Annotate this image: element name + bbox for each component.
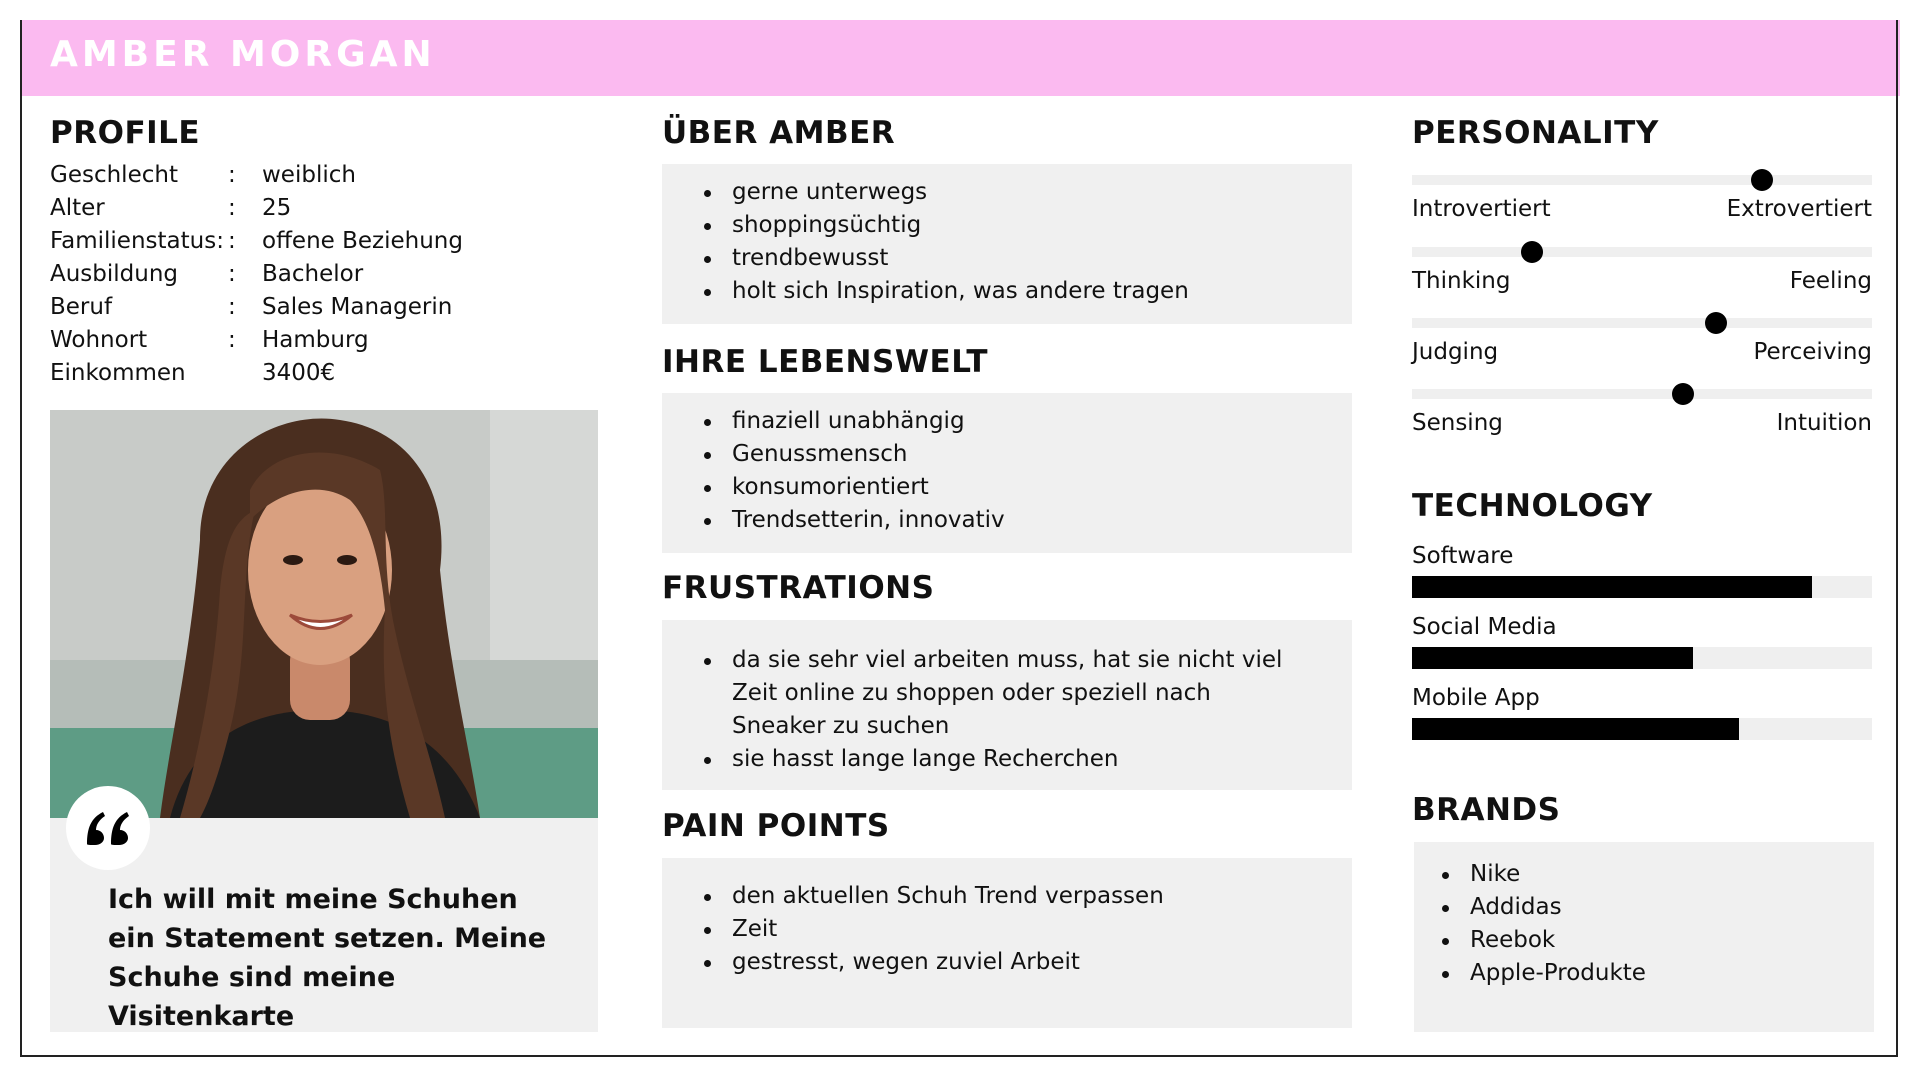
list-item: finaziell unabhängig	[690, 405, 1330, 438]
scale-right-label: Intuition	[1776, 410, 1872, 436]
profile-label: Einkommen	[50, 360, 186, 386]
list-item: Apple-Produkte	[1428, 957, 1848, 990]
list-item: Reebok	[1428, 924, 1848, 957]
personality-slider	[1412, 318, 1872, 328]
profile-separator: :	[228, 294, 236, 320]
tech-label: Software	[1412, 543, 1514, 569]
list-item: shoppingsüchtig	[690, 209, 1330, 242]
profile-label: Wohnort	[50, 327, 148, 353]
painpoints-box	[662, 858, 1352, 1028]
about-title: ÜBER AMBER	[662, 115, 896, 151]
personality-slider	[1412, 389, 1872, 399]
profile-row	[50, 228, 610, 261]
profile-separator: :	[228, 327, 236, 353]
list-item: Genussmensch	[690, 438, 1330, 471]
list-item: trendbewusst	[690, 242, 1330, 275]
profile-row	[50, 162, 610, 195]
profile-row	[50, 294, 610, 327]
profile-row	[50, 327, 610, 360]
slider-knob	[1705, 312, 1727, 334]
scale-right-label: Perceiving	[1753, 339, 1872, 365]
profile-separator: :	[228, 162, 236, 188]
profile-row	[50, 261, 610, 294]
tech-bar	[1412, 647, 1872, 669]
profile-value: Bachelor	[262, 261, 364, 287]
scale-right-label: Feeling	[1789, 268, 1872, 294]
brands-list	[1428, 858, 1848, 990]
tech-label: Mobile App	[1412, 685, 1540, 711]
profile-value: Sales Managerin	[262, 294, 453, 320]
profile-photo	[50, 410, 598, 818]
profile-value: 3400€	[262, 360, 336, 386]
scale-left-label: Thinking	[1412, 268, 1511, 294]
list-item: den aktuellen Schuh Trend verpassen	[690, 880, 1330, 913]
profile-value: 25	[262, 195, 292, 221]
list-item: Zeit	[690, 913, 1330, 946]
profile-title: PROFILE	[50, 115, 201, 151]
technology-title: TECHNOLOGY	[1412, 488, 1653, 524]
list-item: konsumorientiert	[690, 471, 1330, 504]
persona-quote: Ich will mit meine Schuhen ein Statement setzen. Meine Schuhe sind meine Visitenkarte	[108, 884, 547, 1032]
tech-bar	[1412, 576, 1872, 598]
scale-left-label: Judging	[1412, 339, 1499, 365]
slider-knob	[1521, 241, 1543, 263]
profile-label: Beruf	[50, 294, 113, 320]
lebenswelt-box	[662, 393, 1352, 553]
tech-label: Social Media	[1412, 614, 1557, 640]
profile-label: Geschlecht	[50, 162, 178, 188]
quote-marks-icon	[66, 786, 150, 870]
list-item: holt sich Inspiration, was andere tragen	[690, 275, 1330, 308]
profile-label: Ausbildung	[50, 261, 179, 287]
profile-row	[50, 195, 610, 228]
profile-separator: :	[228, 228, 236, 254]
frustrations-list	[690, 644, 1310, 776]
profile-label: Alter	[50, 195, 105, 221]
profile-value: Hamburg	[262, 327, 369, 353]
personality-title: PERSONALITY	[1412, 115, 1659, 151]
frustrations-title: FRUSTRATIONS	[662, 570, 935, 606]
list-item: gestresst, wegen zuviel Arbeit	[690, 946, 1330, 979]
profile-label: Familienstatus:	[50, 228, 224, 254]
painpoints-list	[690, 880, 1330, 979]
about-box	[662, 164, 1352, 324]
list-item: sie hasst lange lange Recherchen	[690, 743, 1310, 776]
profile-value: weiblich	[262, 162, 356, 188]
scale-left-label: Introvertiert	[1412, 196, 1551, 222]
tech-bar-fill	[1412, 576, 1812, 598]
list-item: Addidas	[1428, 891, 1848, 924]
portrait-illustration	[50, 410, 598, 818]
brands-box	[1414, 842, 1874, 1032]
list-item: da sie sehr viel arbeiten muss, hat sie nicht viel Zeit online zu shoppen oder speziell nach Sneaker zu suchen	[690, 644, 1310, 743]
lebenswelt-list	[690, 405, 1330, 537]
lebenswelt-title: IHRE LEBENSWELT	[662, 344, 988, 380]
brands-title: BRANDS	[1412, 792, 1561, 828]
list-item: Trendsetterin, innovativ	[690, 504, 1330, 537]
persona-name: AMBER MORGAN	[50, 34, 436, 75]
profile-separator: :	[228, 195, 236, 221]
profile-separator: :	[228, 261, 236, 287]
scale-left-label: Sensing	[1412, 410, 1503, 436]
painpoints-title: PAIN POINTS	[662, 808, 890, 844]
slider-knob	[1751, 169, 1773, 191]
tech-bar-fill	[1412, 647, 1693, 669]
personality-slider	[1412, 175, 1872, 185]
profile-value: offene Beziehung	[262, 228, 463, 254]
scale-right-label: Extrovertiert	[1726, 196, 1872, 222]
frustrations-box	[662, 620, 1352, 790]
profile-row	[50, 360, 610, 393]
personality-slider	[1412, 247, 1872, 257]
tech-bar-fill	[1412, 718, 1739, 740]
tech-bar	[1412, 718, 1872, 740]
list-item: gerne unterwegs	[690, 176, 1330, 209]
about-list	[690, 176, 1330, 308]
list-item: Nike	[1428, 858, 1848, 891]
